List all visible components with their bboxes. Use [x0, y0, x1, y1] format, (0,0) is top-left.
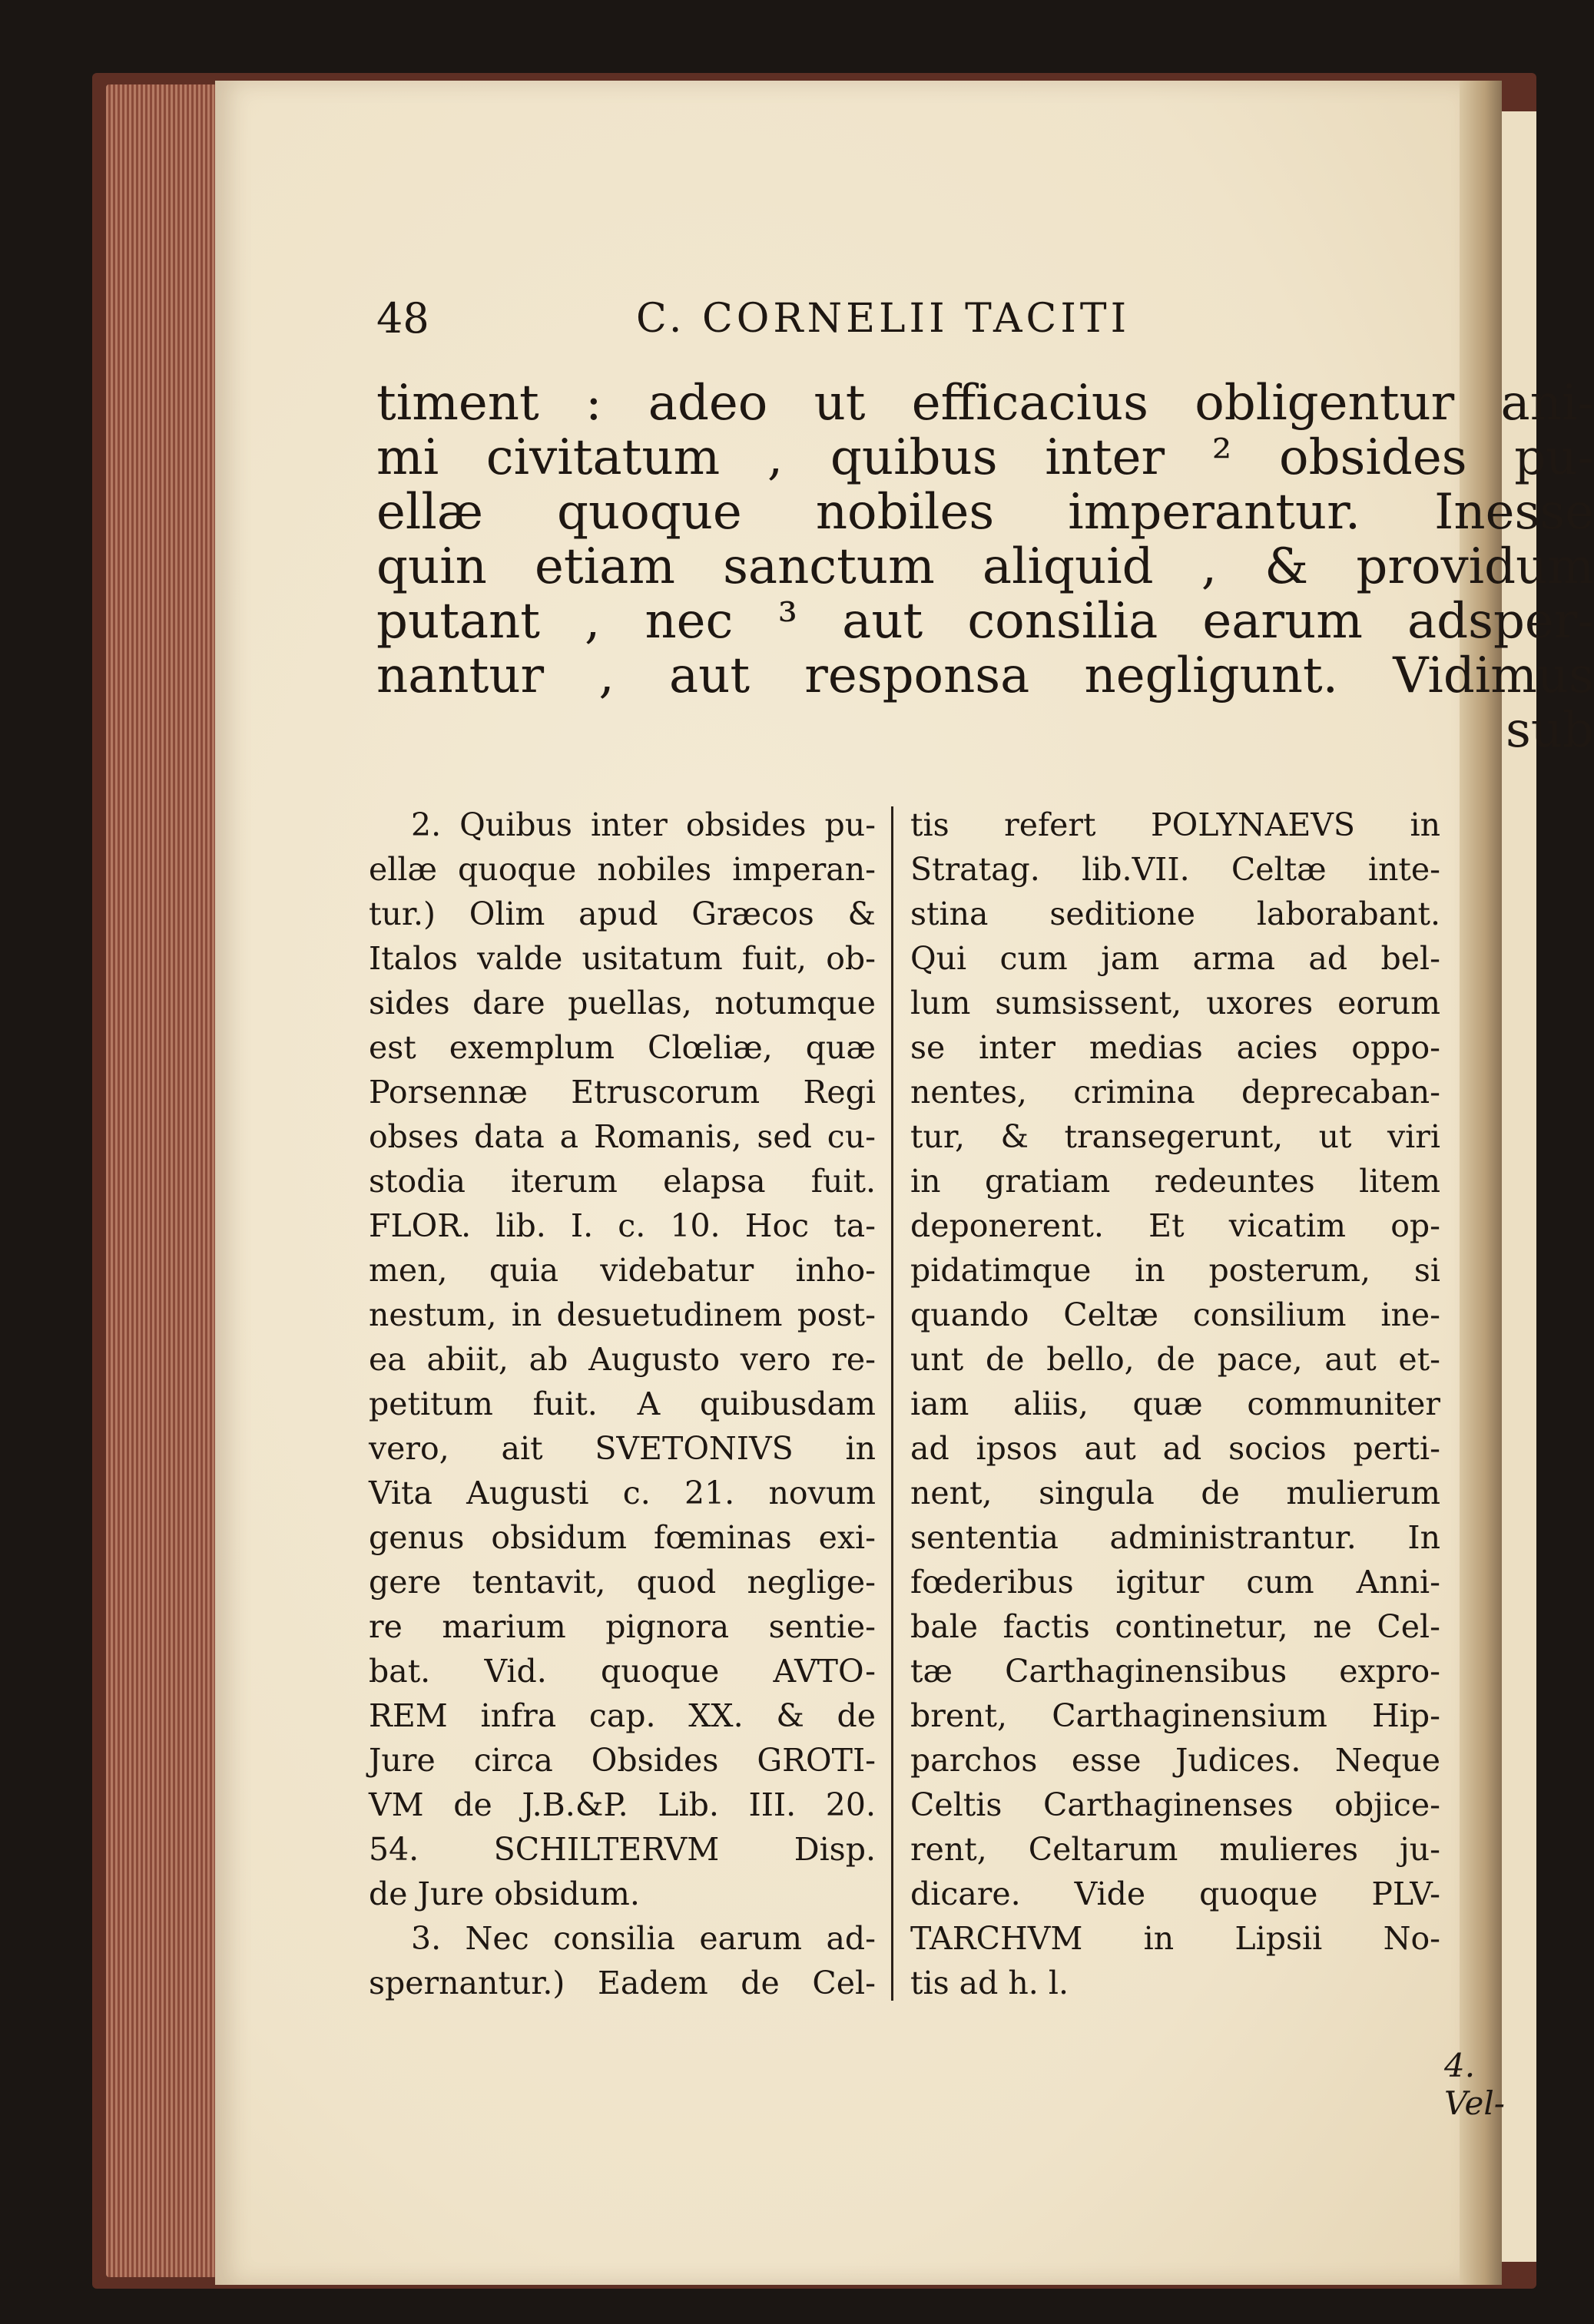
- column-rule: [891, 806, 893, 2001]
- main-text-line: mi civitatum , quibus inter ² obsides pu-: [376, 429, 1594, 486]
- footnote-line: iam aliis, quæ communiter: [910, 1385, 1440, 1422]
- footnote-line: ellæ quoque nobiles imperan-: [369, 851, 876, 888]
- footnote-line: obses data a Romanis, sed cu-: [369, 1118, 876, 1155]
- footnote-line: FLOR. lib. I. c. 10. Hoc ta-: [369, 1207, 876, 1244]
- footnote-line: spernantur.) Eadem de Cel-: [369, 1965, 876, 2001]
- footnote-line: men, quia videbatur inho-: [369, 1252, 876, 1289]
- page-number: 48: [376, 294, 429, 343]
- footnote-line: se inter medias acies oppo-: [910, 1029, 1440, 1066]
- main-text-line: quin etiam sanctum aliquid , & providum: [376, 538, 1594, 595]
- catchword: 4. Vel-: [1444, 2047, 1505, 2122]
- page-header: [215, 288, 1460, 357]
- footnote-line: Stratag. lib.VII. Celtæ inte-: [910, 851, 1440, 888]
- footnote-line: ad ipsos aut ad socios perti-: [910, 1430, 1440, 1467]
- footnote-line: deponerent. Et vicatim op-: [910, 1207, 1440, 1244]
- footnotes-left-column: [369, 803, 876, 2005]
- footnote-line: Jure circa Obsides GROTI-: [369, 1742, 876, 1779]
- footnote-line: TARCHVM in Lipsii No-: [910, 1920, 1440, 1957]
- footnote-line: parchos esse Judices. Neque: [910, 1742, 1440, 1779]
- footnote-line: stodia iterum elapsa fuit.: [369, 1163, 876, 1200]
- footnote-line: unt de bello, de pace, aut et-: [910, 1341, 1440, 1378]
- footnote-line: 2. Quibus inter obsides pu-: [411, 806, 876, 843]
- main-text-line: nantur , aut responsa negligunt. Vidimus: [376, 647, 1594, 704]
- main-text-line: ellæ quoque nobiles imperantur. Inesse: [376, 484, 1594, 541]
- footnote-line: 3. Nec consilia earum ad-: [411, 1920, 876, 1957]
- footnote-line: rent, Celtarum mulieres ju-: [910, 1831, 1440, 1868]
- footnote-line: 54. SCHILTERVM Disp.: [369, 1831, 876, 1868]
- main-text-line: putant , nec ³ aut consilia earum adsper-: [376, 593, 1594, 650]
- footnote-line: tis refert POLYNAEVS in: [910, 806, 1440, 843]
- footnote-line: gere tentavit, quod neglige-: [369, 1564, 876, 1601]
- footnotes-right-column: [910, 803, 1440, 2005]
- footnote-line: bat. Vid. quoque AVTO-: [369, 1653, 876, 1690]
- footnote-line: nent, singula de mulierum: [910, 1475, 1440, 1511]
- footnote-line: Vita Augusti c. 21. novum: [369, 1475, 876, 1511]
- footnote-line: tæ Carthaginensibus expro-: [910, 1653, 1440, 1690]
- footnote-line: Qui cum jam arma ad bel-: [910, 940, 1440, 977]
- footnote-line: REM infra cap. XX. & de: [369, 1697, 876, 1734]
- footnote-line: sides dare puellas, notumque: [369, 985, 876, 1021]
- footnote-line: fœderibus igitur cum Anni-: [910, 1564, 1440, 1601]
- footnote-line: est exemplum Clœliæ, quæ: [369, 1029, 876, 1066]
- footnote-line: nestum, in desuetudinem post-: [369, 1296, 876, 1333]
- footnote-line: sententia administrantur. In: [910, 1519, 1440, 1556]
- footnote-line: lum sumsissent, uxores eorum: [910, 985, 1440, 1021]
- running-title: C. CORNELII TACITI: [636, 296, 1131, 342]
- footnote-line: genus obsidum fœminas exi-: [369, 1519, 876, 1556]
- footnote-line: vero, ait SVETONIVS in: [369, 1430, 876, 1467]
- footnote-line: ea abiit, ab Augusto vero re-: [369, 1341, 876, 1378]
- footnote-line: tur.) Olim apud Græcos &: [369, 896, 876, 932]
- footnote-line: Porsennæ Etruscorum Regi: [369, 1074, 876, 1111]
- footnote-line: petitum fuit. A quibusdam: [369, 1385, 876, 1422]
- main-text: [376, 376, 1594, 758]
- footnote-line: re marium pignora sentie-: [369, 1608, 876, 1645]
- footnote-line: VM de J.B.&P. Lib. III. 20.: [369, 1786, 876, 1823]
- page-edges: [106, 84, 221, 2277]
- footnote-line: Italos valde usitatum fuit, ob-: [369, 940, 876, 977]
- footnote-line: tur, & transegerunt, ut viri: [910, 1118, 1440, 1155]
- main-text-line: sub: [1505, 702, 1594, 759]
- footnote-line: nentes, crimina deprecaban-: [910, 1074, 1440, 1111]
- footnote-line: stina seditione laborabant.: [910, 896, 1440, 932]
- main-text-line: timent : adeo ut efficacius obligentur ani-: [376, 375, 1594, 432]
- footnote-line: pidatimque in posterum, si: [910, 1252, 1440, 1289]
- footnote-line: dicare. Vide quoque PLV-: [910, 1875, 1440, 1912]
- footnote-line: quando Celtæ consilium ine-: [910, 1296, 1440, 1333]
- footnote-line: in gratiam redeuntes litem: [910, 1163, 1440, 1200]
- book-page: [215, 81, 1594, 2285]
- footnote-line: brent, Carthaginensium Hip-: [910, 1697, 1440, 1734]
- footnote-line: bale factis continetur, ne Cel-: [910, 1608, 1440, 1645]
- footnote-line: de Jure obsidum.: [369, 1875, 640, 1912]
- footnote-line: Celtis Carthaginenses objice-: [910, 1786, 1440, 1823]
- footnote-line: tis ad h. l.: [910, 1965, 1069, 2001]
